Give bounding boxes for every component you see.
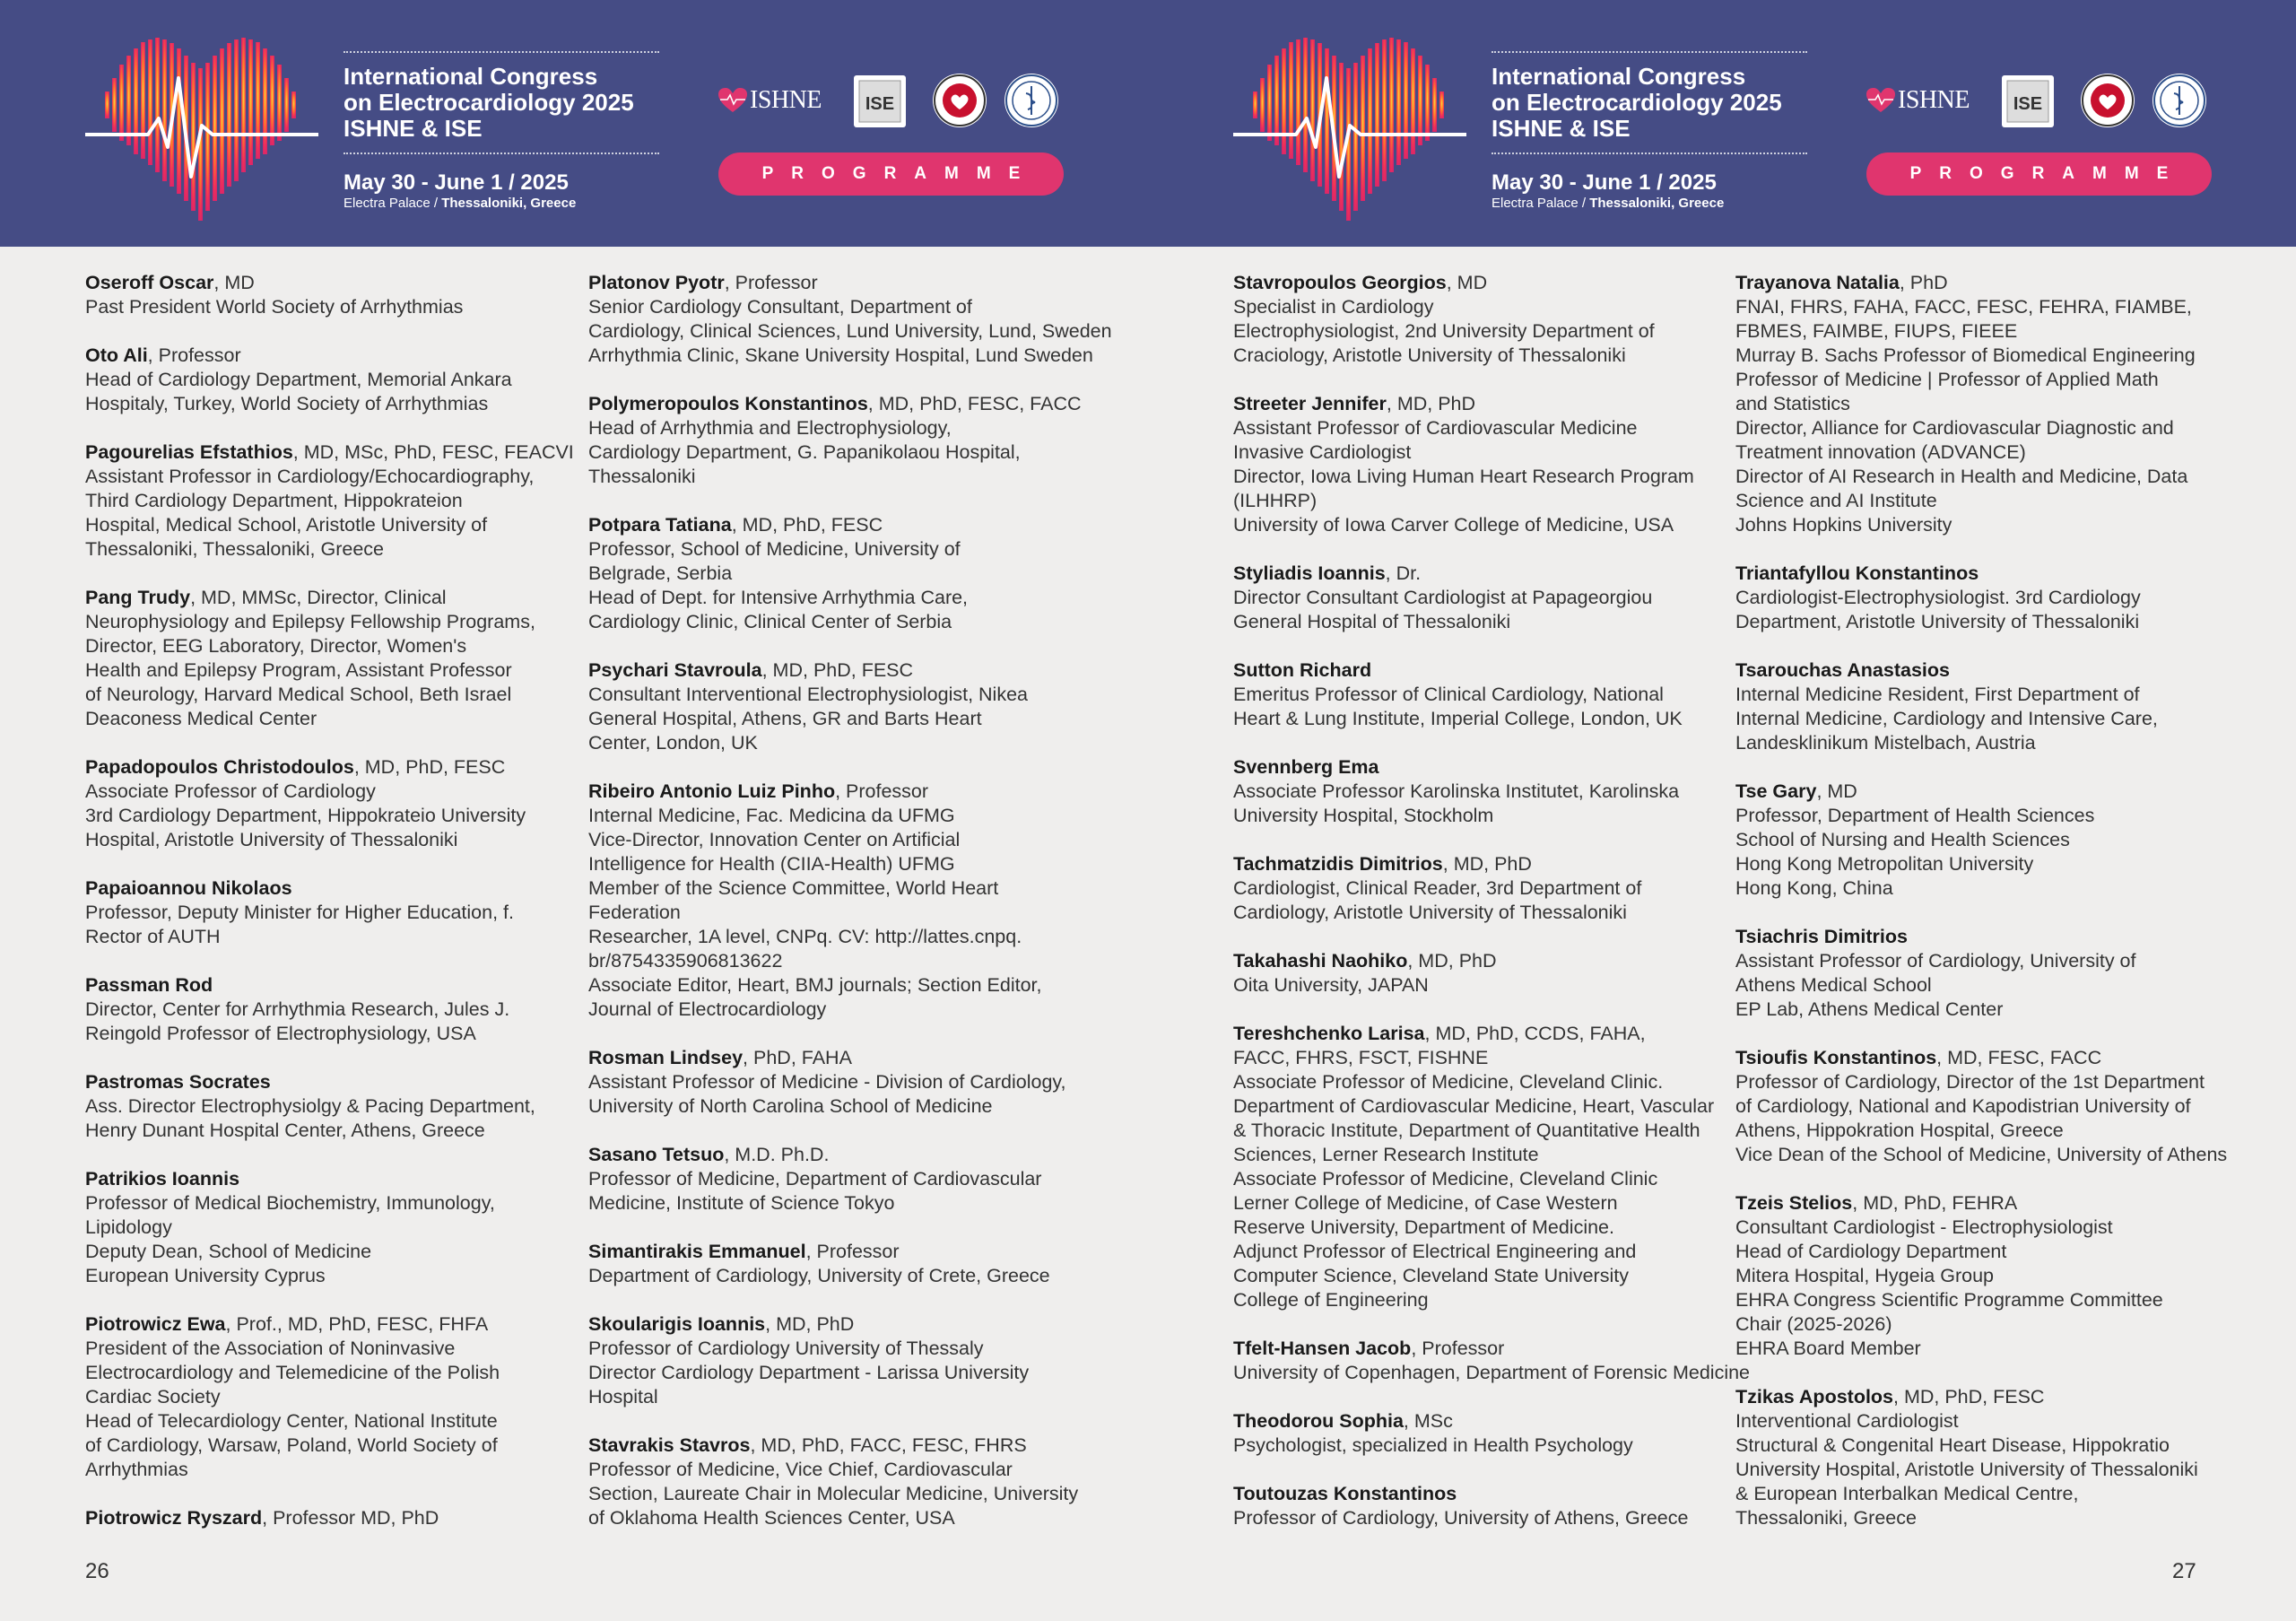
speaker-affiliation-line: Head of Telecardiology Center, National Institute	[85, 1410, 498, 1432]
speaker-affiliation-line: University Hospital, Stockholm	[1233, 805, 1494, 826]
speaker-affiliation-line: Section, Laureate Chair in Molecular Medicine, University	[588, 1483, 1079, 1504]
speaker-name: Tzeis Stelios	[1735, 1192, 1853, 1214]
speaker-credentials: , MD, PhD	[1407, 950, 1497, 972]
speaker-entry	[1233, 1482, 1722, 1530]
congress-title-line-3: ISHNE & ISE	[344, 115, 483, 142]
speakers-column-3	[1233, 271, 1751, 1555]
speaker-affiliation-line: Health and Epilepsy Program, Assistant Professor	[85, 659, 512, 681]
speaker-name: Triantafyllou Konstantinos	[1735, 562, 1979, 584]
speaker-credentials: , MD	[1446, 272, 1488, 293]
speaker-credentials: , Prof., MD, PhD, FESC, FHFA	[225, 1313, 489, 1335]
speaker-affiliation-line: Senior Cardiology Consultant, Department of	[588, 296, 972, 318]
speaker-affiliation-line: Director, Center for Arrhythmia Research, Jules J.	[85, 998, 510, 1020]
ise-logo	[2002, 75, 2054, 127]
speaker-affiliation-line: Hong Kong Metropolitan University	[1735, 853, 2034, 875]
page-number: 26	[85, 1559, 109, 1583]
speaker-name: Svennberg Ema	[1233, 756, 1379, 778]
speaker-entry	[588, 271, 1112, 368]
speaker-affiliation-line: Medicine, Institute of Science Tokyo	[588, 1192, 895, 1214]
speaker-entry	[85, 876, 574, 949]
speaker-name: Trayanova Natalia	[1735, 272, 1900, 293]
speaker-credentials: , PhD	[1899, 272, 1948, 293]
speaker-entry	[85, 1506, 574, 1530]
speaker-credentials: , MD, PhD, CCDS, FAHA,	[1424, 1023, 1646, 1044]
speaker-name: Simantirakis Emmanuel	[588, 1241, 806, 1262]
speaker-credentials: , MD, MMSc, Director, Clinical	[190, 587, 447, 608]
programme-button[interactable]: PROGRAMME	[1866, 153, 2212, 196]
speaker-name: Styliadis Ioannis	[1233, 562, 1386, 584]
speaker-entry	[85, 1167, 574, 1288]
speaker-entry	[1735, 1046, 2228, 1167]
congress-dates: May 30 - June 1 / 2025	[1492, 170, 1717, 195]
speaker-affiliation-line: Professor of Medicine, Vice Chief, Cardiovascular	[588, 1459, 1013, 1480]
speaker-affiliation-line: Vice-Director, Innovation Center on Artificial	[588, 829, 961, 850]
speaker-affiliation-line: Thessaloniki, Thessaloniki, Greece	[85, 538, 385, 560]
speaker-entry	[1735, 658, 2224, 755]
speaker-entry	[85, 344, 574, 416]
medical-society-seal-icon	[1004, 74, 1058, 127]
speaker-affiliation-line: Professor of Cardiology University of Thessaly	[588, 1338, 984, 1359]
speaker-affiliation-line: Hospital, Aristotle University of Thessaloniki	[85, 829, 458, 850]
speaker-name: Tsarouchas Anastasios	[1735, 659, 1950, 681]
speaker-affiliation-line: of Neurology, Harvard Medical School, Beth Israel	[85, 684, 512, 705]
speaker-name: Tfelt-Hansen Jacob	[1233, 1338, 1412, 1359]
ise-logo	[854, 75, 906, 127]
speaker-affiliation-line: Federation	[588, 902, 681, 923]
speaker-entry	[1233, 852, 1722, 925]
speaker-entry	[85, 271, 574, 319]
speaker-credentials: , Professor	[1411, 1338, 1505, 1359]
speaker-affiliation-line: Vice Dean of the School of Medicine, University of Athens	[1735, 1144, 2228, 1165]
speaker-credentials: , M.D. Ph.D.	[724, 1144, 830, 1165]
speaker-affiliation-line: Electrocardiology and Telemedicine of the Polish	[85, 1362, 500, 1383]
speaker-affiliation-line: of Cardiology, Warsaw, Poland, World Society of	[85, 1434, 498, 1456]
speaker-affiliation-line: Associate Professor of Medicine, Cleveland Clinic.	[1233, 1071, 1664, 1093]
speaker-entry	[588, 1143, 1077, 1216]
speaker-name: Polymeropoulos Konstantinos	[588, 393, 868, 414]
hellenic-cardiology-seal-icon	[933, 74, 987, 127]
speaker-affiliation-line: of Oklahoma Health Sciences Center, USA	[588, 1507, 955, 1529]
speaker-affiliation-line: Internal Medicine, Cardiology and Intensive Care,	[1735, 708, 2158, 729]
speaker-affiliation-line: Director, Alliance for Cardiovascular Diagnostic and	[1735, 417, 2174, 439]
page-header	[1148, 0, 2296, 247]
speaker-affiliation-line: EHRA Congress Scientific Programme Committee	[1735, 1289, 2163, 1311]
congress-venue: Electra Palace / Thessaloniki, Greece	[344, 196, 577, 211]
speaker-affiliation-line: Professor of Medicine | Professor of Applied Math	[1735, 369, 2159, 390]
speaker-affiliation-line: Interventional Cardiologist	[1735, 1410, 1959, 1432]
speaker-entry	[588, 1046, 1077, 1119]
speaker-credentials: , MD, MSc, PhD, FESC, FEACVI	[292, 441, 574, 463]
speaker-affiliation-line: Past President World Society of Arrhythmias	[85, 296, 464, 318]
speaker-name: Piotrowicz Ryszard	[85, 1507, 263, 1529]
speaker-affiliation-line: Head of Cardiology Department, Memorial Ankara	[85, 369, 512, 390]
speaker-name: Potpara Tatiana	[588, 514, 732, 536]
speaker-affiliation-line: EP Lab, Athens Medical Center	[1735, 998, 2004, 1020]
speaker-affiliation-line: Professor, Deputy Minister for Higher Education, f.	[85, 902, 514, 923]
speaker-affiliation-line: Member of the Science Committee, World Heart	[588, 877, 999, 899]
speaker-entry	[1735, 271, 2224, 537]
speaker-affiliation-line: School of Nursing and Health Sciences	[1735, 829, 2070, 850]
speaker-affiliation-line: Head of Cardiology Department	[1735, 1241, 2007, 1262]
speaker-affiliation-line: Cardiac Society	[85, 1386, 221, 1407]
speaker-name: Oto Ali	[85, 344, 148, 366]
speaker-affiliation-line: (ILHHRP)	[1233, 490, 1318, 511]
programme-button[interactable]: PROGRAMME	[718, 153, 1064, 196]
speaker-credentials: , MD, PhD, FESC	[353, 756, 506, 778]
speaker-affiliation-line: Emeritus Professor of Clinical Cardiology, National	[1233, 684, 1664, 705]
speaker-entry	[588, 513, 1077, 634]
speaker-affiliation-line: Arrhythmias	[85, 1459, 188, 1480]
speaker-affiliation-line: Intelligence for Health (CIIA-Health) UFMG	[588, 853, 955, 875]
speaker-name: Patrikios Ioannis	[85, 1168, 240, 1190]
speaker-entry	[85, 1070, 574, 1143]
speaker-affiliation-line: Consultant Interventional Electrophysiologist, Nikea	[588, 684, 1028, 705]
page-header	[0, 0, 1148, 247]
speaker-entry	[588, 392, 1082, 489]
speaker-affiliation-line: Director Consultant Cardiologist at Papageorgiou	[1233, 587, 1653, 608]
speaker-credentials: , MD, PhD	[765, 1313, 855, 1335]
speaker-name: Papaioannou Nikolaos	[85, 877, 292, 899]
speaker-name: Streeter Jennifer	[1233, 393, 1387, 414]
congress-title-line-2: on Electrocardiology 2025	[344, 89, 634, 116]
speaker-name: Stavrakis Stavros	[588, 1434, 751, 1456]
speaker-entry	[1233, 1022, 1722, 1312]
speaker-affiliation-line: Sciences, Lerner Research Institute	[1233, 1144, 1539, 1165]
speaker-affiliation-line: Associate Professor of Medicine, Cleveland Clinic	[1233, 1168, 1658, 1190]
speaker-affiliation-line: Specialist in Cardiology	[1233, 296, 1434, 318]
speaker-affiliation-line: Assistant Professor in Cardiology/Echocardiography,	[85, 466, 535, 487]
speaker-credentials: , Professor	[805, 1241, 900, 1262]
congress-title-block	[1492, 49, 1814, 212]
speaker-name: Tereshchenko Larisa	[1233, 1023, 1425, 1044]
speaker-affiliation-line: Mitera Hospital, Hygeia Group	[1735, 1265, 1994, 1286]
speaker-affiliation-line: Cardiology Clinic, Clinical Center of Serbia	[588, 611, 952, 632]
speaker-entry	[1735, 562, 2224, 634]
congress-title-line-1: International Congress	[1492, 63, 1746, 90]
speaker-name: Stavropoulos Georgios	[1233, 272, 1447, 293]
speaker-affiliation-line: Director of AI Research in Health and Medicine, Data	[1735, 466, 2188, 487]
speaker-credentials: , Professor MD, PhD	[262, 1507, 439, 1529]
speaker-affiliation-line: Professor of Medicine, Department of Cardiovascular	[588, 1168, 1042, 1190]
speaker-affiliation-line: Electrophysiologist, 2nd University Department of	[1233, 320, 1655, 342]
speaker-affiliation-line: Deaconess Medical Center	[85, 708, 317, 729]
ishne-heart-icon	[1866, 87, 1896, 114]
speaker-affiliation-line: College of Engineering	[1233, 1289, 1429, 1311]
speaker-entry	[1233, 1337, 1751, 1385]
speaker-affiliation-line: Cardiologist-Electrophysiologist. 3rd Cardiology	[1735, 587, 2141, 608]
speaker-credentials: , MD, PhD	[1386, 393, 1476, 414]
speaker-credentials: , MD, FESC, FACC	[1936, 1047, 2102, 1068]
speaker-affiliation-line: Associate Editor, Heart, BMJ journals; Section Editor,	[588, 974, 1042, 996]
speaker-affiliation-line: Lerner College of Medicine, of Case Western	[1233, 1192, 1618, 1214]
speaker-entry	[588, 1240, 1077, 1288]
speaker-affiliation-line: Treatment innovation (ADVANCE)	[1735, 441, 2026, 463]
ishne-heart-icon	[718, 87, 748, 114]
speaker-affiliation-line: Henry Dunant Hospital Center, Athens, Greece	[85, 1120, 485, 1141]
speaker-entry	[588, 1312, 1077, 1409]
ishne-logo: ISHNE	[718, 86, 822, 115]
speaker-entry	[1735, 1385, 2224, 1530]
speaker-affiliation-line: Murray B. Sachs Professor of Biomedical Engineering	[1735, 344, 2196, 366]
speaker-entry	[1233, 949, 1722, 998]
speaker-affiliation-line: Oita University, JAPAN	[1233, 974, 1429, 996]
speaker-credentials: , MD, PhD, FEHRA	[1852, 1192, 2018, 1214]
speaker-affiliation-line: President of the Association of Noninvasive	[85, 1338, 456, 1359]
speaker-name: Pastromas Socrates	[85, 1071, 271, 1093]
speaker-affiliation-line: Director Cardiology Department - Larissa University	[588, 1362, 1030, 1383]
speaker-affiliation-line: Associate Professor Karolinska Institutet, Karolinska	[1233, 780, 1680, 802]
medical-society-seal-icon	[2152, 74, 2206, 127]
speaker-entry	[1735, 925, 2224, 1022]
speaker-affiliation-line: Internal Medicine, Fac. Medicina da UFMG	[588, 805, 955, 826]
speaker-credentials: , MD, PhD, FESC	[761, 659, 914, 681]
speaker-affiliation-line: Department of Cardiovascular Medicine, Heart, Vascular	[1233, 1095, 1715, 1117]
partner-logos	[1866, 74, 2215, 127]
speaker-name: Oseroff Oscar	[85, 272, 214, 293]
speaker-name: Piotrowicz Ewa	[85, 1313, 226, 1335]
speaker-affiliation-line: University Hospital, Aristotle University of Thessaloniki	[1735, 1459, 2198, 1480]
heart-ecg-logo-icon	[1233, 29, 1466, 235]
speaker-affiliation-line: 3rd Cardiology Department, Hippokrateio University	[85, 805, 526, 826]
speaker-affiliation-line: Adjunct Professor of Electrical Engineering and	[1233, 1241, 1637, 1262]
speaker-affiliation-line: and Statistics	[1735, 393, 1850, 414]
speaker-affiliation-line: Cardiologist, Clinical Reader, 3rd Department of	[1233, 877, 1642, 899]
svg-text:ISE: ISE	[2013, 94, 2043, 114]
speaker-affiliation-line: Third Cardiology Department, Hippokrateion	[85, 490, 463, 511]
speaker-name: Pagourelias Efstathios	[85, 441, 293, 463]
speaker-credentials: , Dr.	[1385, 562, 1422, 584]
speaker-name: Papadopoulos Christodoulos	[85, 756, 354, 778]
speaker-affiliation-line: General Hospital of Thessaloniki	[1233, 611, 1511, 632]
speaker-entry	[1233, 755, 1722, 828]
speaker-affiliation-line: Chair (2025-2026)	[1735, 1313, 1892, 1335]
speaker-affiliation-line: Journal of Electrocardiology	[588, 998, 827, 1020]
speaker-affiliation-line: Cardiology Department, G. Papanikolaou Hospital,	[588, 441, 1021, 463]
speaker-credentials: , MD	[213, 272, 255, 293]
speaker-affiliation-line: Science and AI Institute	[1735, 490, 1937, 511]
congress-venue: Electra Palace / Thessaloniki, Greece	[1492, 196, 1725, 211]
speaker-affiliation-line: Hospital, Medical School, Aristotle University of	[85, 514, 488, 536]
speaker-entry	[1735, 1191, 2224, 1361]
speaker-name: Psychari Stavroula	[588, 659, 762, 681]
speaker-entry	[85, 755, 574, 852]
speaker-affiliation-line: Deputy Dean, School of Medicine	[85, 1241, 372, 1262]
heart-ecg-logo-icon	[85, 29, 318, 235]
speaker-name: Takahashi Naohiko	[1233, 950, 1408, 972]
speaker-affiliation-line: Professor of Medical Biochemistry, Immunology,	[85, 1192, 495, 1214]
speaker-entry	[1233, 392, 1722, 537]
speaker-affiliation-line: Internal Medicine Resident, First Department of	[1735, 684, 2140, 705]
speaker-name: Sasano Tetsuo	[588, 1144, 725, 1165]
congress-title-line-1: International Congress	[344, 63, 598, 90]
speaker-affiliation-line: FBMES, FAIMBE, FIUPS, FIEEE	[1735, 320, 2018, 342]
speaker-affiliation-line: Assistant Professor of Cardiology, University of	[1735, 950, 2136, 972]
speaker-entry	[85, 1312, 574, 1482]
speaker-credentials: , MSc	[1403, 1410, 1453, 1432]
speaker-affiliation-line: Johns Hopkins University	[1735, 514, 1952, 536]
speaker-affiliation-line: Assistant Professor of Cardiovascular Medicine	[1233, 417, 1638, 439]
speaker-affiliation-line: Rector of AUTH	[85, 926, 221, 947]
speaker-credentials: , MD	[1816, 780, 1857, 802]
speaker-affiliation-line: Computer Science, Cleveland State University	[1233, 1265, 1629, 1286]
speaker-entry	[1233, 271, 1722, 368]
ishne-logo: ISHNE	[1866, 86, 1970, 115]
speaker-affiliation-line: Hospital	[588, 1386, 658, 1407]
partner-logos	[718, 74, 1067, 127]
speaker-name: Passman Rod	[85, 974, 213, 996]
hellenic-cardiology-seal-icon	[2081, 74, 2135, 127]
speaker-affiliation-line: Department of Cardiology, University of Crete, Greece	[588, 1265, 1050, 1286]
speaker-name: Tsioufis Konstantinos	[1735, 1047, 1937, 1068]
speaker-entry	[1233, 658, 1722, 731]
speaker-credentials: , PhD, FAHA	[743, 1047, 852, 1068]
speaker-affiliation-line: Associate Professor of Cardiology	[85, 780, 376, 802]
speaker-affiliation-line: Ass. Director Electrophysiolgy & Pacing Department,	[85, 1095, 535, 1117]
speaker-entry	[588, 780, 1077, 1022]
congress-title-line-2: on Electrocardiology 2025	[1492, 89, 1782, 116]
speaker-affiliation-line: Hospitaly, Turkey, World Society of Arrhythmias	[85, 393, 489, 414]
speaker-name: Tsiachris Dimitrios	[1735, 926, 1908, 947]
speaker-entry	[1233, 562, 1722, 634]
page-number: 27	[2172, 1559, 2196, 1583]
speaker-name: Skoularigis Ioannis	[588, 1313, 766, 1335]
speaker-affiliation-line: EHRA Board Member	[1735, 1338, 1921, 1359]
speaker-affiliation-line: Director, Iowa Living Human Heart Research Program	[1233, 466, 1694, 487]
speaker-name: Theodorou Sophia	[1233, 1410, 1404, 1432]
speaker-credentials: , Professor	[724, 272, 818, 293]
speaker-name: Tse Gary	[1735, 780, 1817, 802]
congress-title-block	[344, 49, 666, 212]
svg-text:ISE: ISE	[865, 94, 895, 114]
speaker-affiliation-line: Professor, School of Medicine, University of	[588, 538, 961, 560]
speaker-name: Pang Trudy	[85, 587, 191, 608]
speaker-name: Ribeiro Antonio Luiz Pinho	[588, 780, 836, 802]
speaker-credentials: , MD, PhD, FESC, FACC	[867, 393, 1082, 414]
speaker-affiliation-line: Professor, Department of Health Sciences	[1735, 805, 2095, 826]
speaker-affiliation-line: European University Cyprus	[85, 1265, 326, 1286]
speaker-affiliation-line: Assistant Professor of Medicine - Division of Cardiology,	[588, 1071, 1066, 1093]
speaker-affiliation-line: Athens, Hippokration Hospital, Greece	[1735, 1120, 2064, 1141]
speaker-affiliation-line: Researcher, 1A level, CNPq. CV: http://lattes.cnpq.	[588, 926, 1022, 947]
speaker-affiliation-line: Structural & Congenital Heart Disease, Hippokratio	[1735, 1434, 2170, 1456]
speaker-affiliation-line: Director, EEG Laboratory, Director, Women's	[85, 635, 467, 657]
speakers-column-4	[1735, 271, 2228, 1555]
congress-dates: May 30 - June 1 / 2025	[344, 170, 569, 195]
speaker-entry	[588, 1434, 1077, 1530]
speaker-affiliation-line: Consultant Cardiologist - Electrophysiologist	[1735, 1216, 2113, 1238]
speaker-affiliation-line: General Hospital, Athens, GR and Barts Heart	[588, 708, 982, 729]
speakers-column-2	[588, 271, 1112, 1555]
speaker-affiliation-line: Thessaloniki	[588, 466, 696, 487]
speakers-column-1	[85, 271, 574, 1555]
speaker-affiliation-line: Cardiology, Clinical Sciences, Lund University, Lund, Sweden	[588, 320, 1112, 342]
speaker-affiliation-line: University of Copenhagen, Department of Forensic Medicine	[1233, 1362, 1751, 1383]
speaker-entry	[85, 586, 574, 731]
speaker-affiliation-line: Landesklinikum Mistelbach, Austria	[1735, 732, 2036, 754]
congress-title-line-3: ISHNE & ISE	[1492, 115, 1631, 142]
speaker-affiliation-line: FACC, FHRS, FSCT, FISHNE	[1233, 1047, 1489, 1068]
speaker-credentials: , MD, PhD, FESC	[1893, 1386, 2045, 1407]
speaker-affiliation-line: Athens Medical School	[1735, 974, 1932, 996]
speaker-affiliation-line: Invasive Cardiologist	[1233, 441, 1412, 463]
speaker-affiliation-line: Arrhythmia Clinic, Skane University Hospital, Lund Sweden	[588, 344, 1093, 366]
speaker-entry	[85, 440, 574, 562]
speaker-credentials: , Professor	[147, 344, 241, 366]
speaker-affiliation-line: Psychologist, specialized in Health Psychology	[1233, 1434, 1633, 1456]
speaker-affiliation-line: Head of Arrhythmia and Electrophysiology,	[588, 417, 952, 439]
speaker-affiliation-line: FNAI, FHRS, FAHA, FACC, FESC, FEHRA, FIAMBE,	[1735, 296, 2192, 318]
speaker-affiliation-line: Department, Aristotle University of Thessaloniki	[1735, 611, 2140, 632]
speaker-affiliation-line: Craciology, Aristotle University of Thessaloniki	[1233, 344, 1626, 366]
speaker-entry	[1233, 1409, 1722, 1458]
speaker-affiliation-line: Reingold Professor of Electrophysiology, USA	[85, 1023, 476, 1044]
speaker-affiliation-line: Head of Dept. for Intensive Arrhythmia Care,	[588, 587, 969, 608]
speaker-name: Tachmatzidis Dimitrios	[1233, 853, 1443, 875]
speaker-affiliation-line: Lipidology	[85, 1216, 172, 1238]
speaker-affiliation-line: Cardiology, Aristotle University of Thessaloniki	[1233, 902, 1627, 923]
speaker-credentials: , MD, PhD, FESC	[731, 514, 883, 536]
speaker-entry	[588, 658, 1077, 755]
speaker-name: Rosman Lindsey	[588, 1047, 744, 1068]
speaker-affiliation-line: Professor of Cardiology, Director of the 1st Department	[1735, 1071, 2205, 1093]
speaker-affiliation-line: Heart & Lung Institute, Imperial College, London, UK	[1233, 708, 1683, 729]
speaker-affiliation-line: Reserve University, Department of Medicine.	[1233, 1216, 1614, 1238]
speaker-name: Toutouzas Konstantinos	[1233, 1483, 1457, 1504]
speaker-affiliation-line: Neurophysiology and Epilepsy Fellowship Programs,	[85, 611, 535, 632]
speaker-affiliation-line: br/8754335906813622	[588, 950, 783, 972]
speaker-name: Platonov Pyotr	[588, 272, 725, 293]
speaker-entry	[1735, 780, 2224, 901]
speaker-affiliation-line: Thessaloniki, Greece	[1735, 1507, 1917, 1529]
speaker-name: Tzikas Apostolos	[1735, 1386, 1894, 1407]
speaker-affiliation-line: Professor of Cardiology, University of Athens, Greece	[1233, 1507, 1689, 1529]
speaker-credentials: , MD, PhD	[1442, 853, 1532, 875]
speaker-credentials: , MD, PhD, FACC, FESC, FHRS	[750, 1434, 1027, 1456]
speaker-credentials: , Professor	[835, 780, 929, 802]
speaker-affiliation-line: University of North Carolina School of Medicine	[588, 1095, 993, 1117]
speaker-entry	[85, 973, 574, 1046]
speaker-name: Sutton Richard	[1233, 659, 1372, 681]
speaker-affiliation-line: Hong Kong, China	[1735, 877, 1893, 899]
speaker-affiliation-line: Center, London, UK	[588, 732, 758, 754]
speaker-affiliation-line: University of Iowa Carver College of Medicine, USA	[1233, 514, 1674, 536]
speaker-affiliation-line: Belgrade, Serbia	[588, 562, 733, 584]
speaker-affiliation-line: & European Interbalkan Medical Centre,	[1735, 1483, 2079, 1504]
page-right	[1148, 0, 2296, 1621]
speaker-affiliation-line: & Thoracic Institute, Department of Quantitative Health	[1233, 1120, 1700, 1141]
speaker-affiliation-line: of Cardiology, National and Kapodistrian University of	[1735, 1095, 2191, 1117]
